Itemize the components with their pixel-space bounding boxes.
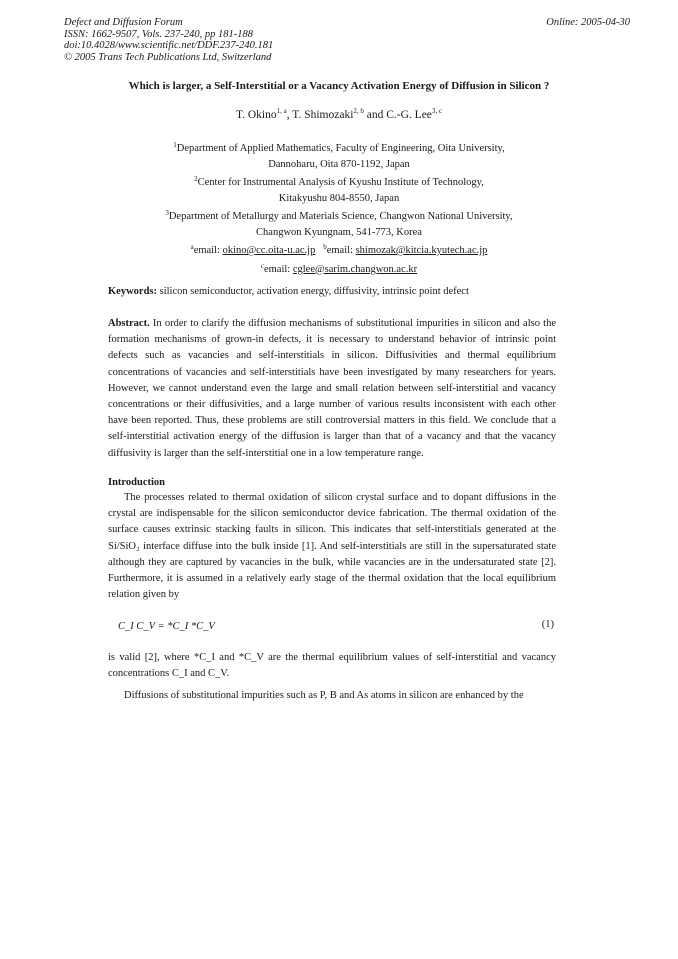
- aff-1-sup: 1: [173, 141, 177, 149]
- paper-title: Which is larger, a Self-Interstitial or a Vacancy Activation Energy of Diffusion in Silicon ?: [128, 80, 550, 92]
- intro-para-1-text: The processes related to thermal oxidation of silicon crystal surface and to dopant diffusions in the crystal are indispensable for the silicon semiconductor device fabrication. The thermal oxidation of the surface causes extrinsic stacking faults in silicon. This indicates that self-interstitials generated at the Si/SiO₂ interface diffuse into the bulk inside [1]. And self-interstitials are still in the supersaturated state although they are captured by vacancies in the bulk, while vacancies are in the undersaturated state [2]. Furthermore, it is assumed in a relatively early stage of the thermal oxidation that the local equilibrium relation given by: [108, 492, 556, 601]
- author-list: [0, 107, 678, 121]
- affiliation-1: [0, 138, 678, 157]
- abstract-text: In order to clarify the diffusion mechanisms of substitutional impurities in silicon and also the formation mechanisms of grown-in defects, it is necessary to understand behavior of intrinsic point defects such as vacancies and self-interstitials in silicon. Diffusivities and thermal equilibrium concentrations of vacancies and self-interstitials have been investigated by many researchers for years. However, we cannot understand even the large and small relation between self-interstitial and vacancy concentrations or their diffusivities, and a large number of various results inconsistent with each other have been reported. Thus, these problems are still controversial matters in this field. We conclude that a self-interstitial activation energy of the diffusion is larger than that of a vacancy and that the vacancy diffusivity is larger than the self-interstitial one in a low temperature range.: [108, 318, 556, 459]
- journal-name: Defect and Diffusion Forum: [64, 17, 183, 28]
- abstract: [108, 316, 556, 462]
- author-2: , T. Shimozaki: [286, 109, 354, 121]
- email-b-label: email:: [326, 245, 356, 256]
- email-c-link[interactable]: cglee@sarim.changwon.ac.kr: [292, 263, 418, 275]
- introduction-para-2: is valid [2], where *C_I and *C_V are the thermal equilibrium values of self-interstitial and vacancy concentrations C_I and C_V.: [108, 652, 556, 680]
- abstract-label: Abstract.: [108, 318, 150, 329]
- equation-1: C_I C_V = *C_I *C_V: [118, 621, 215, 632]
- keywords-text: silicon semiconductor, activation energy, diffusivity, intrinsic point defect: [157, 286, 469, 297]
- aff-3-sup: 3: [165, 209, 169, 217]
- copyright-line: © 2005 Trans Tech Publications Ltd, Switzerland: [64, 51, 272, 63]
- author-2-sup: 2, b: [353, 107, 364, 115]
- email-c-label: email:: [263, 263, 293, 275]
- email-b-link[interactable]: shimozak@kitcia.kyutech.ac.jp: [355, 245, 488, 256]
- equation-1-number: (1): [541, 619, 554, 630]
- keywords-label: Keywords:: [108, 286, 157, 297]
- email-a-link[interactable]: okino@cc.oita-u.ac.jp: [222, 245, 316, 256]
- email-row-ab: [0, 240, 678, 259]
- introduction-para-3: Diffusions of substitutional impurities such as P, B and As atoms in silicon are enhanced by the: [124, 690, 524, 701]
- doi-line: doi:10.4028/www.scientific.net/DDF.237-240.181: [64, 40, 274, 51]
- author-1-sup: 1, a: [276, 107, 287, 115]
- issn-line: ISSN: 1662-9507, Vols. 237-240, pp 181-188: [64, 28, 253, 40]
- email-b-sup: b: [323, 243, 327, 251]
- aff-1-line2: Dannoharu, Oita 870-1192, Japan: [268, 158, 410, 170]
- affiliation-2: [0, 172, 678, 191]
- email-row-c: [0, 259, 678, 278]
- email-a-sup: a: [190, 243, 194, 251]
- introduction-para-1: [108, 490, 556, 603]
- author-3-sup: 3, c: [431, 107, 443, 115]
- aff-2-line2: Kitakyushu 804-8550, Japan: [278, 192, 400, 204]
- introduction-heading: Introduction: [108, 477, 165, 488]
- aff-1-line1: Department of Applied Mathematics, Faculty of Engineering, Oita University,: [176, 143, 505, 154]
- author-1: T. Okino: [235, 109, 277, 121]
- online-date: Online: 2005-04-30: [546, 17, 630, 28]
- journal-header: [64, 17, 273, 63]
- email-c-sup: c: [260, 261, 264, 270]
- email-a-label: email:: [193, 245, 223, 256]
- aff-3-line1: Department of Metallurgy and Materials Science, Changwon National University,: [168, 211, 513, 222]
- affiliations: [0, 138, 678, 277]
- aff-3-line2: Changwon Kyungnam, 541-773, Korea: [256, 226, 422, 238]
- affiliation-3: [0, 206, 678, 225]
- aff-2-line1: Center for Instrumental Analysis of Kyushu Institute of Technology,: [197, 177, 484, 188]
- keywords: [108, 286, 469, 297]
- aff-2-sup: 2: [194, 175, 198, 183]
- author-3: and C.-G. Lee: [363, 109, 432, 121]
